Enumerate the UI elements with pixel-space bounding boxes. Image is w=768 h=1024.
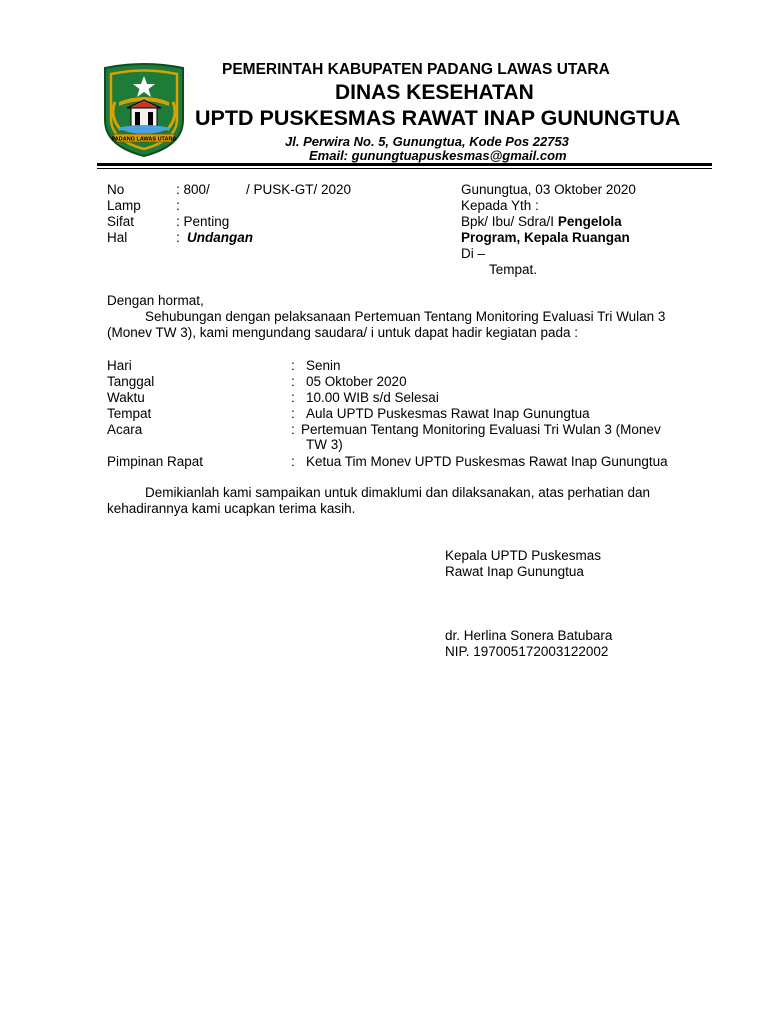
- sifat-value: : Penting: [176, 214, 230, 229]
- detail-colon: :: [291, 454, 295, 469]
- no-value-prefix: : 800/: [176, 182, 210, 197]
- logo-banner-text: PADANG LAWAS UTARA: [111, 136, 177, 143]
- hal-value: Undangan: [187, 230, 253, 245]
- lamp-label: Lamp: [107, 198, 141, 213]
- detail-label-tanggal: Tanggal: [107, 374, 155, 389]
- lamp-value: :: [176, 198, 180, 213]
- closing-line-1: Demikianlah kami sampaikan untuk dimaklumi dan dilaksanakan, atas perhatian dan: [145, 485, 651, 500]
- detail-colon: :: [291, 374, 295, 389]
- detail-label-acara: Acara: [107, 422, 143, 437]
- detail-label-waktu: Waktu: [107, 390, 145, 405]
- no-value-suffix: / PUSK-GT/ 2020: [246, 182, 352, 197]
- detail-value-tempat: Aula UPTD Puskesmas Rawat Inap Gunungtua: [306, 406, 590, 421]
- regency-logo: [97, 62, 191, 158]
- recipient-line-1: [461, 214, 622, 230]
- detail-value-hari: Senin: [306, 358, 341, 373]
- agency-name: DINAS KESEHATAN: [335, 81, 534, 104]
- detail-value-waktu: 10.00 WIB s/d Selesai: [306, 390, 439, 405]
- detail-label-pimpinan: Pimpinan Rapat: [107, 454, 204, 469]
- detail-label-tempat: Tempat: [107, 406, 152, 421]
- signatory-name: dr. Herlina Sonera Batubara: [445, 628, 613, 643]
- detail-label-hari: Hari: [107, 358, 132, 373]
- detail-colon: :: [291, 406, 295, 421]
- signatory-nip: NIP. 197005172003122002: [445, 644, 609, 659]
- no-label: No: [107, 182, 125, 197]
- signatory-title-1: Kepala UPTD Puskesmas: [445, 548, 602, 563]
- sifat-label: Sifat: [107, 214, 135, 229]
- address-line: Jl. Perwira No. 5, Gunungtua, Kode Pos 22753: [285, 134, 569, 149]
- detail-colon: :: [291, 422, 295, 437]
- detail-colon: :: [291, 390, 295, 405]
- unit-name: UPTD PUSKESMAS RAWAT INAP GUNUNGTUA: [195, 106, 681, 130]
- header-rule-thin: [97, 168, 712, 169]
- detail-value-acara-cont: TW 3): [306, 437, 343, 452]
- hal-colon: :: [176, 230, 180, 245]
- di-line: Di –: [461, 246, 486, 261]
- email-line: Email: gunungtuapuskesmas@gmail.com: [309, 148, 567, 163]
- intro-line-2: (Monev TW 3), kami mengundang saudara/ i untuk dapat hadir kegiatan pada :: [107, 325, 579, 340]
- detail-colon: :: [291, 358, 295, 373]
- kepada-line: Kepada Yth :: [461, 198, 539, 213]
- letter-date: Gunungtua, 03 Oktober 2020: [461, 182, 636, 197]
- detail-value-tanggal: 05 Oktober 2020: [306, 374, 407, 389]
- tempat-line: Tempat.: [489, 262, 538, 277]
- greeting: Dengan hormat,: [107, 293, 204, 308]
- detail-value-acara: Pertemuan Tentang Monitoring Evaluasi Tri Wulan 3 (Monev: [301, 422, 661, 437]
- detail-value-pimpinan: Ketua Tim Monev UPTD Puskesmas Rawat Inap Gunungtua: [306, 454, 668, 469]
- header-rule-thick: [97, 163, 712, 166]
- recipient-prefix: Bpk/ Ibu/ Sdra/I: [461, 214, 558, 229]
- recipient-bold-1: Pengelola: [557, 214, 622, 229]
- signatory-title-2: Rawat Inap Gunungtua: [445, 564, 584, 579]
- closing-line-2: kehadirannya kami ucapkan terima kasih.: [107, 501, 356, 516]
- government-name: PEMERINTAH KABUPATEN PADANG LAWAS UTARA: [222, 61, 610, 78]
- recipient-line-2: Program, Kepala Ruangan: [461, 230, 630, 245]
- hal-label: Hal: [107, 230, 128, 245]
- intro-line-1: Sehubungan dengan pelaksanaan Pertemuan Tentang Monitoring Evaluasi Tri Wulan 3: [145, 309, 666, 324]
